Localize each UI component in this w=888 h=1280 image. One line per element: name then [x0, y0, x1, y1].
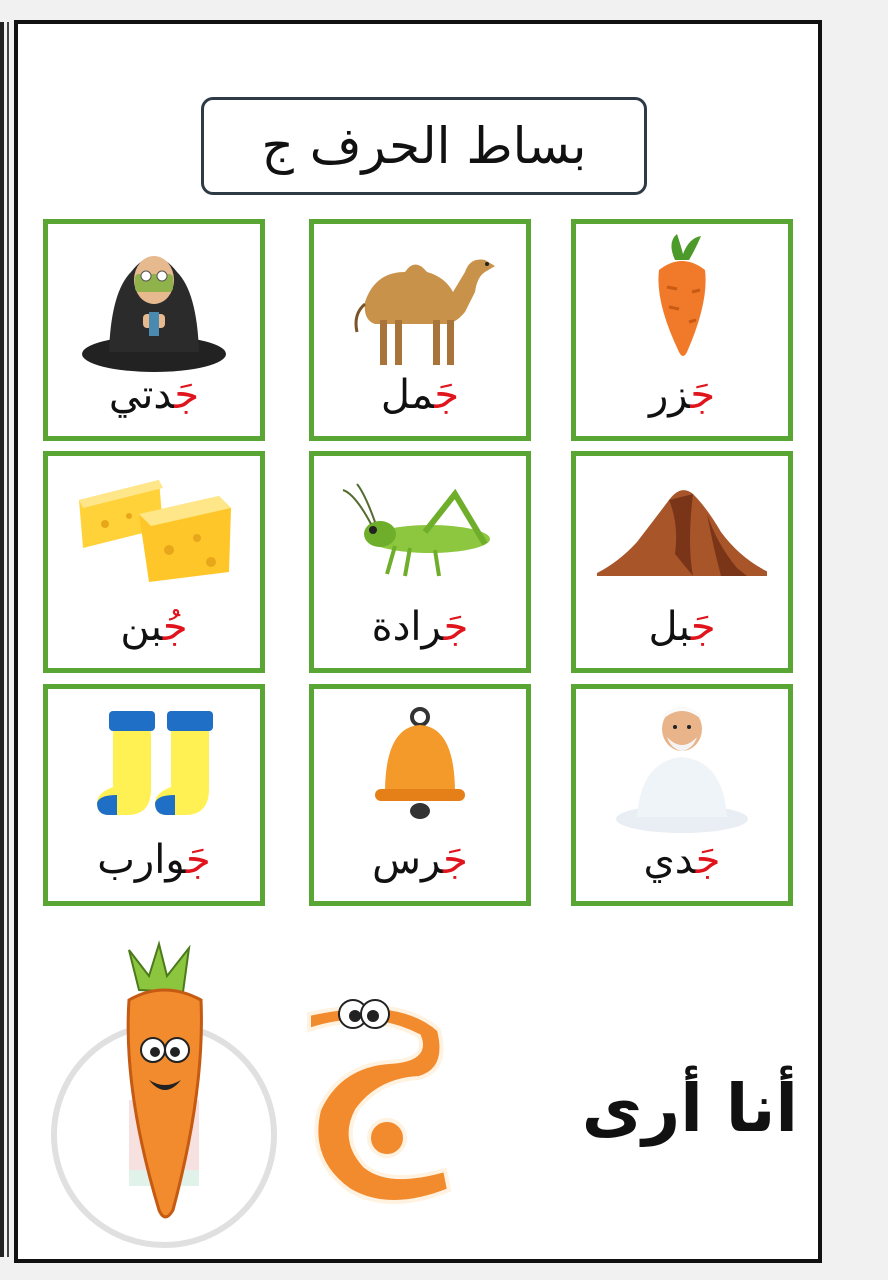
grandfather-icon — [597, 697, 767, 837]
card-word: جَمل — [380, 372, 460, 418]
card-word: جَدي — [643, 837, 721, 883]
bottom-section — [14, 920, 822, 1260]
letter-jeem-icon — [269, 990, 469, 1230]
bell-icon — [335, 697, 505, 837]
card-word: جُبن — [120, 604, 188, 650]
card-word: جَوارب — [97, 837, 211, 883]
page-title: بساط الحرف ج — [261, 117, 587, 175]
card-grasshopper — [309, 451, 531, 673]
card-socks — [43, 684, 265, 906]
carrot-character-icon — [109, 940, 219, 1230]
see-text: أنا أرى — [581, 1070, 798, 1147]
card-word: جَرس — [372, 837, 468, 883]
card-grandmother — [43, 219, 265, 441]
card-cheese — [43, 451, 265, 673]
left-edge-line — [0, 22, 4, 1257]
card-word: جَرادة — [371, 604, 469, 650]
left-edge-line-inner — [7, 22, 9, 1257]
card-camel — [309, 219, 531, 441]
card-word: جَبل — [648, 604, 716, 650]
socks-icon — [69, 697, 239, 837]
cheese-icon — [69, 464, 239, 604]
card-word: جَدتي — [108, 372, 200, 418]
card-word: جَزر — [648, 372, 716, 418]
title-box — [201, 97, 647, 195]
grasshopper-icon — [335, 464, 505, 604]
carrot-icon — [597, 232, 767, 372]
card-carrot — [571, 219, 793, 441]
mountain-icon — [597, 464, 767, 604]
card-grandfather — [571, 684, 793, 906]
card-bell — [309, 684, 531, 906]
grandmother-icon — [69, 232, 239, 372]
card-mountain — [571, 451, 793, 673]
camel-icon — [335, 232, 505, 372]
